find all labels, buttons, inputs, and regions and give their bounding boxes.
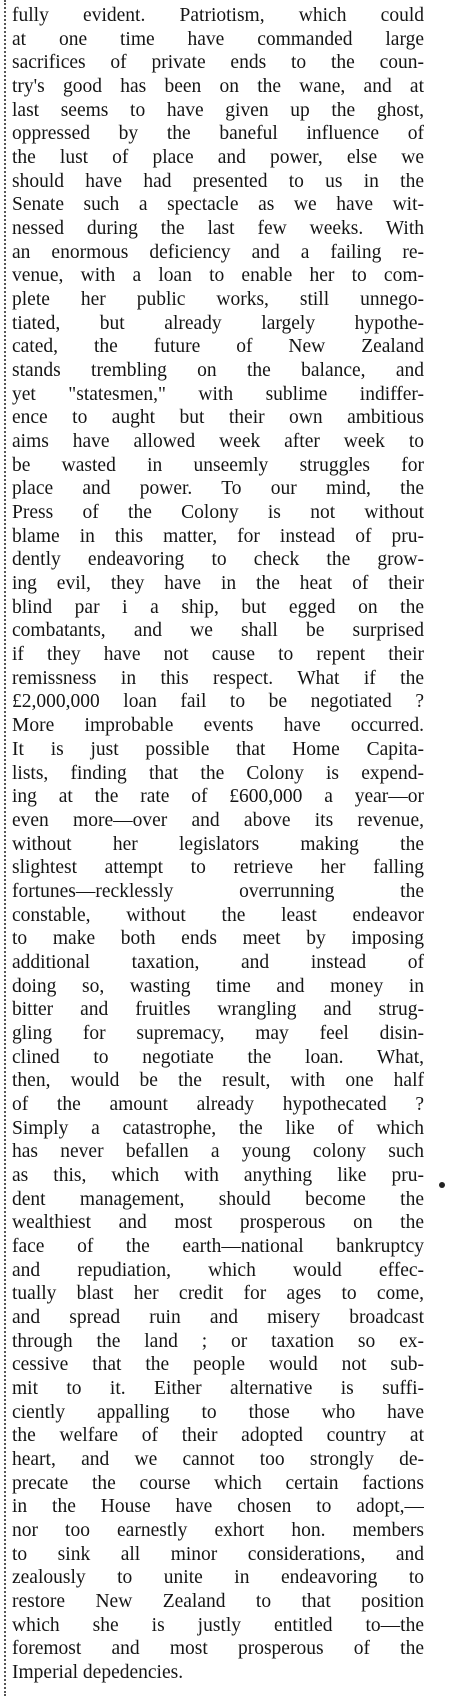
text-line: slightest attempt to retrieve her falling — [12, 857, 424, 879]
text-line: lists, finding that the Colony is expend- — [12, 762, 424, 784]
text-line: zealously to unite in endeavoring to — [12, 1567, 424, 1589]
text-line: precate the course which certain factions — [12, 1472, 424, 1494]
text-line: try's good has been on the wane, and at — [12, 76, 424, 98]
text-line: cessive that the people would not sub- — [12, 1354, 424, 1376]
text-line: aims have allowed week after week to — [12, 431, 424, 453]
text-line: as this, which with anything like pru- — [12, 1164, 424, 1186]
text-line: dently endeavoring to check the grow- — [12, 549, 424, 571]
text-line: be wasted in unseemly struggles for — [12, 454, 424, 476]
text-line: nor too earnestly exhort hon. members — [12, 1520, 424, 1541]
text-line: oppressed by the baneful influence of — [12, 123, 424, 145]
text-line: at one time have commanded large — [12, 28, 424, 50]
text-line: dent management, should become the — [12, 1188, 424, 1210]
text-line: gling for supremacy, may feel disin- — [12, 1022, 424, 1044]
text-line: place and power. To our mind, the — [12, 478, 424, 500]
text-line: plete her public works, still unnego- — [12, 289, 424, 311]
text-line: heart, and we cannot too strongly de- — [12, 1448, 424, 1470]
text-line: constable, without the least endeavor — [12, 904, 424, 926]
text-line: clined to negotiate the loan. What, — [12, 1046, 424, 1068]
text-line: £2,000,000 loan fail to be negotiated ? — [12, 691, 424, 713]
text-line: to sink all minor considerations, and — [12, 1543, 424, 1565]
text-line: venue, with a loan to enable her to com- — [12, 265, 424, 287]
column-rule — [4, 0, 6, 1696]
text-line: an enormous deficiency and a failing re- — [12, 241, 424, 263]
text-line: doing so, wasting time and money in — [12, 975, 424, 997]
text-line: the lust of place and power, else we — [12, 147, 424, 169]
text-line: ciently appalling to those who have — [12, 1401, 424, 1423]
text-line: even more—over and above its revenue, — [12, 809, 424, 831]
text-line: combatants, and we shall be surprised — [12, 620, 424, 642]
text-line: ing evil, they have in the heat of their — [12, 573, 424, 595]
text-line: fortunes—recklessly overrunning the — [12, 880, 424, 902]
text-line: then, would be the result, with one half — [12, 1070, 424, 1092]
text-line: in the House have chosen to adopt,— — [12, 1496, 424, 1518]
text-line: Senate such a spectacle as we have wit- — [12, 194, 424, 216]
ink-dot — [439, 1182, 445, 1188]
text-line: Press of the Colony is not without — [12, 502, 424, 524]
text-line: wealthiest and most prosperous on the — [12, 1212, 424, 1234]
text-line: tually blast her credit for ages to come, — [12, 1283, 424, 1305]
text-line: ence to aught but their own ambitious — [12, 407, 424, 429]
text-line: which she is justly entitled to—the — [12, 1614, 424, 1636]
text-line: ing at the rate of £600,000 a year—or — [12, 786, 424, 808]
text-line: It is just possible that Home Capita- — [12, 738, 424, 760]
text-line: additional taxation, and instead of — [12, 951, 424, 973]
text-line: stands trembling on the balance, and — [12, 360, 424, 382]
text-line: blind par i a ship, but egged on the — [12, 596, 424, 618]
text-line: sacrifices of private ends to the coun- — [12, 52, 424, 74]
text-line: of the amount already hypothecated ? — [12, 1093, 424, 1115]
text-line: restore New Zealand to that position — [12, 1591, 424, 1613]
text-line: and spread ruin and misery broadcast — [12, 1306, 424, 1328]
text-line: last seems to have given up the ghost, — [12, 99, 424, 121]
text-line-final: Imperial depedencies. — [12, 1662, 184, 1684]
text-line: should have had presented to us in the — [12, 170, 424, 192]
text-line: remissness in this respect. What if the — [12, 667, 424, 689]
text-line: yet "statesmen," with sublime indiffer- — [12, 383, 424, 405]
text-line: to make both ends meet by imposing — [12, 928, 424, 950]
text-line: without her legislators making the — [12, 833, 424, 855]
text-line: cated, the future of New Zealand — [12, 336, 424, 358]
text-line: mit to it. Either alternative is suffi- — [12, 1377, 424, 1399]
text-line: blame in this matter, for instead of pru- — [12, 525, 424, 547]
text-line: tiated, but already largely hypothe- — [12, 312, 424, 334]
text-line: bitter and fruitles wrangling and strug- — [12, 999, 424, 1021]
text-line: Simply a catastrophe, the like of which — [12, 1117, 424, 1139]
text-line: through the land ; or taxation so ex- — [12, 1330, 424, 1352]
text-line: the welfare of their adopted country at — [12, 1425, 424, 1447]
article-column — [12, 4, 424, 1692]
text-line: if they have not cause to repent their — [12, 644, 424, 666]
text-line: fully evident. Patriotism, which could — [12, 5, 424, 26]
text-line: More improbable events have occurred. — [12, 715, 424, 737]
text-line: nessed during the last few weeks. With — [12, 218, 424, 240]
text-line: and repudiation, which would effec- — [12, 1259, 424, 1281]
text-line: has never befallen a young colony such — [12, 1141, 424, 1163]
text-line: foremost and most prosperous of the — [12, 1638, 424, 1660]
text-line: face of the earth—national bankruptcy — [12, 1235, 424, 1257]
